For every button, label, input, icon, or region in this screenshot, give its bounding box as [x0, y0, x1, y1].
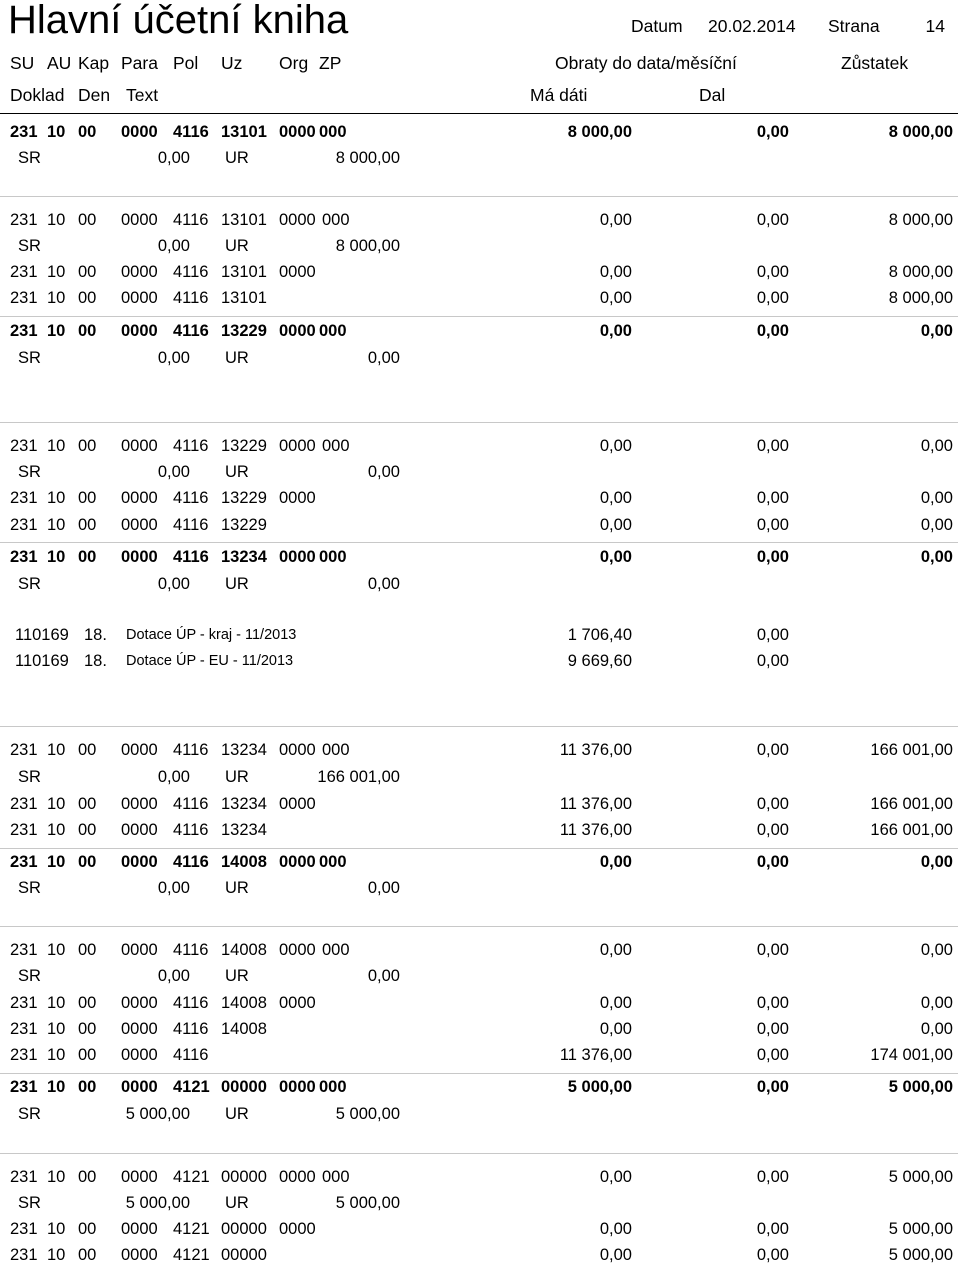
group-3-main-ur-label: UR	[225, 879, 249, 897]
group-1-sub-dal: 0,00	[756, 437, 789, 455]
col-dal: Dal	[699, 85, 726, 105]
group-4-total-1-para: 0000	[121, 1246, 158, 1264]
group-4-sub-zp: 000	[322, 1168, 350, 1186]
col-text: Text	[126, 85, 159, 105]
group-4-sub-ma-dati: 0,00	[599, 1168, 632, 1186]
group-0-total-1-para: 0000	[121, 289, 158, 307]
group-3-total-1-ma-dati: 0,00	[599, 1020, 632, 1038]
group-0-total-0-su: 231	[10, 263, 38, 281]
group-1-total-0-ma-dati: 0,00	[599, 489, 632, 507]
group-2-sub-dal: 0,00	[756, 741, 789, 759]
group-3-main-au: 10	[47, 853, 66, 871]
group-2-main-su: 231	[10, 548, 38, 566]
datum-value: 20.02.2014	[708, 16, 796, 36]
group-4-separator	[0, 1153, 958, 1154]
group-1-total-1-ma-dati: 0,00	[599, 516, 632, 534]
group-2-sub-zustatek: 166 001,00	[870, 741, 953, 759]
group-3-total-1-uz: 14008	[221, 1020, 267, 1038]
group-2-total-1-au: 10	[47, 821, 66, 839]
group-2-main-ma-dati: 0,00	[599, 548, 632, 566]
group-3-total-2-zustatek: 174 001,00	[870, 1046, 953, 1064]
group-2-main-sr-value: 0,00	[157, 575, 190, 593]
col-doklad: Doklad	[10, 85, 65, 105]
group-3-total-1-kap: 00	[78, 1020, 97, 1038]
group-3-sub-pol: 4116	[173, 941, 209, 959]
group-3-main-org: 0000	[279, 853, 316, 871]
group-2-total-0-zustatek: 166 001,00	[870, 795, 953, 813]
group-2-total-0-pol: 4116	[173, 795, 209, 813]
group-0-sub-ur-label: UR	[225, 237, 249, 255]
datum-label: Datum	[631, 16, 683, 36]
group-3-main-para: 0000	[121, 853, 158, 871]
group-4-main-pol: 4121	[173, 1078, 210, 1096]
group-2-total-0-au: 10	[47, 795, 66, 813]
group-0-main-kap: 00	[78, 123, 97, 141]
group-2-total-0-para: 0000	[121, 795, 158, 813]
group-4-sub-au: 10	[47, 1168, 66, 1186]
col-obraty: Obraty do data/měsíční	[555, 53, 737, 73]
page-title: Hlavní účetní kniha	[8, 0, 349, 42]
group-2-total-0-ma-dati: 11 376,00	[559, 795, 632, 813]
group-0-total-0-org: 0000	[279, 263, 316, 281]
group-1-total-1-pol: 4116	[173, 516, 209, 534]
group-0-total-0-uz: 13101	[221, 263, 267, 281]
group-1-main-para: 0000	[121, 322, 158, 340]
group-3-sub-para: 0000	[121, 941, 158, 959]
group-3-total-1-au: 10	[47, 1020, 66, 1038]
group-2-sub-para: 0000	[121, 741, 158, 759]
group-2-main-org: 0000	[279, 548, 316, 566]
group-3-total-1-su: 231	[10, 1020, 38, 1038]
col-para: Para	[121, 53, 158, 73]
group-0-sub-sr-label: SR	[18, 237, 41, 255]
group-0-total-1-uz: 13101	[221, 289, 267, 307]
group-4-total-1-kap: 00	[78, 1246, 97, 1264]
group-1-total-0-para: 0000	[121, 489, 158, 507]
group-0-sub-pol: 4116	[173, 211, 209, 229]
group-2-detail-doklad: 110169	[15, 652, 69, 670]
group-2-detail-ma-dati: 9 669,60	[567, 652, 632, 670]
group-3-main-sr-label: SR	[18, 879, 41, 897]
group-1-total-0-dal: 0,00	[756, 489, 789, 507]
group-4-main-sr-value: 5 000,00	[125, 1105, 190, 1123]
col-uz: Uz	[221, 53, 243, 73]
strana-value: 14	[925, 16, 945, 36]
group-2-detail-text: Dotace ÚP - kraj - 11/2013	[126, 627, 297, 643]
col-pol: Pol	[173, 53, 199, 73]
group-1-total-0-org: 0000	[279, 489, 316, 507]
group-2-total-1-dal: 0,00	[756, 821, 789, 839]
group-3-main-dal: 0,00	[756, 853, 789, 871]
group-4-total-0-zustatek: 5 000,00	[888, 1220, 953, 1238]
group-3-sub-dal: 0,00	[756, 941, 789, 959]
group-3-main-su: 231	[10, 853, 38, 871]
group-0-main-para: 0000	[121, 123, 158, 141]
group-1-main-ma-dati: 0,00	[599, 322, 632, 340]
group-1-total-1-zustatek: 0,00	[920, 516, 953, 534]
group-3-main-kap: 00	[78, 853, 97, 871]
group-1-main-uz: 13229	[221, 322, 267, 340]
group-0-main-zp: 000	[319, 123, 347, 141]
group-3-total-2-kap: 00	[78, 1046, 97, 1064]
group-3-total-0-ma-dati: 0,00	[599, 994, 632, 1012]
group-0-sub-au: 10	[47, 211, 66, 229]
group-4-main-kap: 00	[78, 1078, 97, 1096]
group-3-total-2-ma-dati: 11 376,00	[559, 1046, 632, 1064]
group-0-separator	[0, 196, 958, 197]
group-1-sub-ur-label: UR	[225, 463, 249, 481]
group-3-total-1-zustatek: 0,00	[920, 1020, 953, 1038]
group-2-total-1-uz: 13234	[221, 821, 267, 839]
group-0-total-0-ma-dati: 0,00	[599, 263, 632, 281]
group-4-main-zustatek: 5 000,00	[888, 1078, 953, 1096]
group-3-sub-org: 0000	[279, 941, 316, 959]
group-1-total-0-pol: 4116	[173, 489, 209, 507]
group-4-total-0-au: 10	[47, 1220, 66, 1238]
group-1-main-ur-value: 0,00	[367, 349, 400, 367]
group-3-total-1-dal: 0,00	[756, 1020, 789, 1038]
group-0-main-su: 231	[10, 123, 38, 141]
group-4-main-uz: 00000	[221, 1078, 267, 1096]
group-4-sub-sr-value: 5 000,00	[125, 1194, 190, 1212]
header-divider	[0, 113, 958, 114]
group-1-separator	[0, 422, 958, 423]
group-4-total-0-uz: 00000	[221, 1220, 267, 1238]
group-4-main-sr-label: SR	[18, 1105, 41, 1123]
group-0-sub-su: 231	[10, 211, 38, 229]
group-4-sub-ur-label: UR	[225, 1194, 249, 1212]
group-3-sub-sr-label: SR	[18, 967, 41, 985]
group-0-main-zustatek: 8 000,00	[888, 123, 953, 141]
group-3-sub-zp: 000	[322, 941, 350, 959]
group-0-sub-uz: 13101	[221, 211, 267, 229]
col-org: Org	[279, 53, 309, 73]
group-2-main-zustatek: 0,00	[920, 548, 953, 566]
group-2-sub-ur-value: 166 001,00	[317, 768, 400, 786]
group-2-total-0-uz: 13234	[221, 795, 267, 813]
group-4-total-1-pol: 4121	[173, 1246, 210, 1264]
group-4-total-1-uz: 00000	[221, 1246, 267, 1264]
group-3-end-divider	[0, 1073, 958, 1074]
group-3-sub-kap: 00	[78, 941, 97, 959]
group-1-sub-pol: 4116	[173, 437, 209, 455]
group-2-sub-zp: 000	[322, 741, 350, 759]
group-4-main-ur-label: UR	[225, 1105, 249, 1123]
group-3-total-0-au: 10	[47, 994, 66, 1012]
group-3-total-0-zustatek: 0,00	[920, 994, 953, 1012]
group-4-sub-uz: 00000	[221, 1168, 267, 1186]
group-4-total-1-ma-dati: 0,00	[599, 1246, 632, 1264]
group-0-main-ur-label: UR	[225, 149, 249, 167]
group-1-sub-kap: 00	[78, 437, 97, 455]
group-0-main-org: 0000	[279, 123, 316, 141]
group-1-main-au: 10	[47, 322, 66, 340]
group-1-sub-para: 0000	[121, 437, 158, 455]
group-4-total-0-org: 0000	[279, 1220, 316, 1238]
group-4-total-1-au: 10	[47, 1246, 66, 1264]
group-3-total-2-au: 10	[47, 1046, 66, 1064]
group-2-sub-ma-dati: 11 376,00	[559, 741, 632, 759]
group-2-total-1-kap: 00	[78, 821, 97, 839]
col-su: SU	[10, 53, 35, 73]
group-2-sub-kap: 00	[78, 741, 97, 759]
group-1-total-1-para: 0000	[121, 516, 158, 534]
group-2-detail-text: Dotace ÚP - EU - 11/2013	[126, 653, 294, 669]
group-3-sub-zustatek: 0,00	[920, 941, 953, 959]
group-0-main-au: 10	[47, 123, 66, 141]
group-0-main-sr-label: SR	[18, 149, 41, 167]
group-0-main-ma-dati: 8 000,00	[567, 123, 632, 141]
group-3-total-1-pol: 4116	[173, 1020, 209, 1038]
group-0-sub-kap: 00	[78, 211, 97, 229]
group-0-main-dal: 0,00	[756, 123, 789, 141]
group-1-sub-ur-value: 0,00	[367, 463, 400, 481]
group-4-sub-para: 0000	[121, 1168, 158, 1186]
group-3-total-0-org: 0000	[279, 994, 316, 1012]
group-0-total-0-zustatek: 8 000,00	[888, 263, 953, 281]
group-4-total-1-su: 231	[10, 1246, 38, 1264]
group-2-total-1-pol: 4116	[173, 821, 209, 839]
group-2-sub-pol: 4116	[173, 741, 209, 759]
group-3-total-0-para: 0000	[121, 994, 158, 1012]
group-2-total-1-su: 231	[10, 821, 38, 839]
group-0-total-1-zustatek: 8 000,00	[888, 289, 953, 307]
group-0-sub-zustatek: 8 000,00	[888, 211, 953, 229]
group-2-sub-org: 0000	[279, 741, 316, 759]
group-0-total-1-kap: 00	[78, 289, 97, 307]
group-0-end-divider	[0, 316, 958, 317]
group-1-sub-org: 0000	[279, 437, 316, 455]
group-4-total-0-ma-dati: 0,00	[599, 1220, 632, 1238]
group-3-main-zustatek: 0,00	[920, 853, 953, 871]
group-2-detail-doklad: 110169	[15, 626, 69, 644]
group-3-main-ur-value: 0,00	[367, 879, 400, 897]
group-3-main-uz: 14008	[221, 853, 267, 871]
group-4-main-org: 0000	[279, 1078, 316, 1096]
group-4-sub-zustatek: 5 000,00	[888, 1168, 953, 1186]
group-1-main-sr-value: 0,00	[157, 349, 190, 367]
group-2-main-ur-value: 0,00	[367, 575, 400, 593]
group-4-sub-dal: 0,00	[756, 1168, 789, 1186]
group-1-sub-su: 231	[10, 437, 38, 455]
strana-label: Strana	[828, 16, 880, 36]
group-3-main-zp: 000	[319, 853, 347, 871]
group-0-total-0-au: 10	[47, 263, 66, 281]
col-zustatek: Zůstatek	[841, 53, 909, 73]
group-3-total-0-su: 231	[10, 994, 38, 1012]
group-0-total-1-su: 231	[10, 289, 38, 307]
group-1-sub-zustatek: 0,00	[920, 437, 953, 455]
group-1-total-1-uz: 13229	[221, 516, 267, 534]
group-3-sub-su: 231	[10, 941, 38, 959]
group-0-total-1-au: 10	[47, 289, 66, 307]
group-2-total-0-kap: 00	[78, 795, 97, 813]
group-1-main-sr-label: SR	[18, 349, 41, 367]
group-2-main-pol: 4116	[173, 548, 209, 566]
group-4-main-dal: 0,00	[756, 1078, 789, 1096]
group-2-main-zp: 000	[319, 548, 347, 566]
group-2-total-1-zustatek: 166 001,00	[870, 821, 953, 839]
group-0-sub-sr-value: 0,00	[157, 237, 190, 255]
group-0-total-1-ma-dati: 0,00	[599, 289, 632, 307]
group-1-main-zp: 000	[319, 322, 347, 340]
group-3-sub-ur-value: 0,00	[367, 967, 400, 985]
group-4-total-0-kap: 00	[78, 1220, 97, 1238]
group-1-sub-au: 10	[47, 437, 66, 455]
col-zp: ZP	[319, 53, 342, 73]
col-den: Den	[78, 85, 111, 105]
group-3-sub-au: 10	[47, 941, 66, 959]
group-2-detail-den: 18.	[84, 626, 107, 644]
group-0-main-uz: 13101	[221, 123, 267, 141]
group-1-main-dal: 0,00	[756, 322, 789, 340]
group-2-sub-ur-label: UR	[225, 768, 249, 786]
group-2-main-au: 10	[47, 548, 66, 566]
group-1-total-0-uz: 13229	[221, 489, 267, 507]
group-4-total-0-para: 0000	[121, 1220, 158, 1238]
group-4-sub-sr-label: SR	[18, 1194, 41, 1212]
group-1-main-org: 0000	[279, 322, 316, 340]
group-2-total-0-dal: 0,00	[756, 795, 789, 813]
group-1-total-1-kap: 00	[78, 516, 97, 534]
group-1-main-zustatek: 0,00	[920, 322, 953, 340]
group-4-sub-pol: 4121	[173, 1168, 210, 1186]
group-4-total-0-su: 231	[10, 1220, 38, 1238]
group-2-main-dal: 0,00	[756, 548, 789, 566]
group-4-main-zp: 000	[319, 1078, 347, 1096]
group-4-main-ur-value: 5 000,00	[335, 1105, 400, 1123]
group-2-main-para: 0000	[121, 548, 158, 566]
group-0-sub-ur-value: 8 000,00	[335, 237, 400, 255]
col-ma-dati: Má dáti	[530, 85, 588, 105]
group-2-total-0-org: 0000	[279, 795, 316, 813]
group-2-detail-dal: 0,00	[756, 652, 789, 670]
group-2-main-kap: 00	[78, 548, 97, 566]
group-2-sub-uz: 13234	[221, 741, 267, 759]
group-1-total-0-kap: 00	[78, 489, 97, 507]
group-2-detail-den: 18.	[84, 652, 107, 670]
group-1-sub-uz: 13229	[221, 437, 267, 455]
group-1-main-su: 231	[10, 322, 38, 340]
group-0-sub-zp: 000	[322, 211, 350, 229]
group-3-main-pol: 4116	[173, 853, 209, 871]
group-1-total-1-dal: 0,00	[756, 516, 789, 534]
group-4-sub-org: 0000	[279, 1168, 316, 1186]
group-0-total-0-para: 0000	[121, 263, 158, 281]
group-2-sub-su: 231	[10, 741, 38, 759]
group-0-main-sr-value: 0,00	[157, 149, 190, 167]
group-3-main-sr-value: 0,00	[157, 879, 190, 897]
col-kap: Kap	[78, 53, 110, 73]
group-2-detail-ma-dati: 1 706,40	[567, 626, 632, 644]
group-2-total-1-ma-dati: 11 376,00	[559, 821, 632, 839]
group-3-sub-ur-label: UR	[225, 967, 249, 985]
group-1-total-0-su: 231	[10, 489, 38, 507]
group-4-sub-su: 231	[10, 1168, 38, 1186]
group-4-main-para: 0000	[121, 1078, 158, 1096]
group-1-total-1-su: 231	[10, 516, 38, 534]
col-au: AU	[47, 53, 72, 73]
group-3-sub-sr-value: 0,00	[157, 967, 190, 985]
group-4-sub-kap: 00	[78, 1168, 97, 1186]
group-0-sub-dal: 0,00	[756, 211, 789, 229]
group-2-end-divider	[0, 848, 958, 849]
group-3-total-2-para: 0000	[121, 1046, 158, 1064]
group-2-main-sr-label: SR	[18, 575, 41, 593]
group-2-detail-dal: 0,00	[756, 626, 789, 644]
group-0-main-ur-value: 8 000,00	[335, 149, 400, 167]
group-1-main-ur-label: UR	[225, 349, 249, 367]
group-0-sub-org: 0000	[279, 211, 316, 229]
group-1-main-pol: 4116	[173, 322, 209, 340]
group-3-total-2-pol: 4116	[173, 1046, 209, 1064]
group-1-sub-zp: 000	[322, 437, 350, 455]
group-3-total-0-uz: 14008	[221, 994, 267, 1012]
group-3-total-0-dal: 0,00	[756, 994, 789, 1012]
group-0-sub-ma-dati: 0,00	[599, 211, 632, 229]
group-3-total-0-kap: 00	[78, 994, 97, 1012]
group-0-total-0-pol: 4116	[173, 263, 209, 281]
group-1-total-0-au: 10	[47, 489, 66, 507]
group-1-sub-sr-label: SR	[18, 463, 41, 481]
group-1-end-divider	[0, 542, 958, 543]
group-2-total-0-su: 231	[10, 795, 38, 813]
group-2-separator	[0, 726, 958, 727]
group-1-main-kap: 00	[78, 322, 97, 340]
group-4-total-0-dal: 0,00	[756, 1220, 789, 1238]
group-3-separator	[0, 926, 958, 927]
group-0-total-1-dal: 0,00	[756, 289, 789, 307]
group-4-total-1-dal: 0,00	[756, 1246, 789, 1264]
group-2-sub-au: 10	[47, 741, 66, 759]
group-4-main-au: 10	[47, 1078, 66, 1096]
group-1-sub-ma-dati: 0,00	[599, 437, 632, 455]
group-1-sub-sr-value: 0,00	[157, 463, 190, 481]
group-4-total-1-zustatek: 5 000,00	[888, 1246, 953, 1264]
group-0-sub-para: 0000	[121, 211, 158, 229]
group-0-main-pol: 4116	[173, 123, 209, 141]
group-2-main-ur-label: UR	[225, 575, 249, 593]
group-2-sub-sr-label: SR	[18, 768, 41, 786]
group-0-total-0-kap: 00	[78, 263, 97, 281]
group-4-sub-ur-value: 5 000,00	[335, 1194, 400, 1212]
group-3-main-ma-dati: 0,00	[599, 853, 632, 871]
group-1-total-1-au: 10	[47, 516, 66, 534]
group-0-total-0-dal: 0,00	[756, 263, 789, 281]
group-4-main-ma-dati: 5 000,00	[567, 1078, 632, 1096]
group-2-sub-sr-value: 0,00	[157, 768, 190, 786]
group-3-total-0-pol: 4116	[173, 994, 209, 1012]
group-3-total-1-para: 0000	[121, 1020, 158, 1038]
group-1-total-0-zustatek: 0,00	[920, 489, 953, 507]
group-4-main-su: 231	[10, 1078, 38, 1096]
group-3-sub-uz: 14008	[221, 941, 267, 959]
group-3-sub-ma-dati: 0,00	[599, 941, 632, 959]
group-2-main-uz: 13234	[221, 548, 267, 566]
group-3-total-2-dal: 0,00	[756, 1046, 789, 1064]
group-0-total-1-pol: 4116	[173, 289, 209, 307]
group-2-total-1-para: 0000	[121, 821, 158, 839]
group-4-total-0-pol: 4121	[173, 1220, 210, 1238]
group-3-total-2-su: 231	[10, 1046, 38, 1064]
